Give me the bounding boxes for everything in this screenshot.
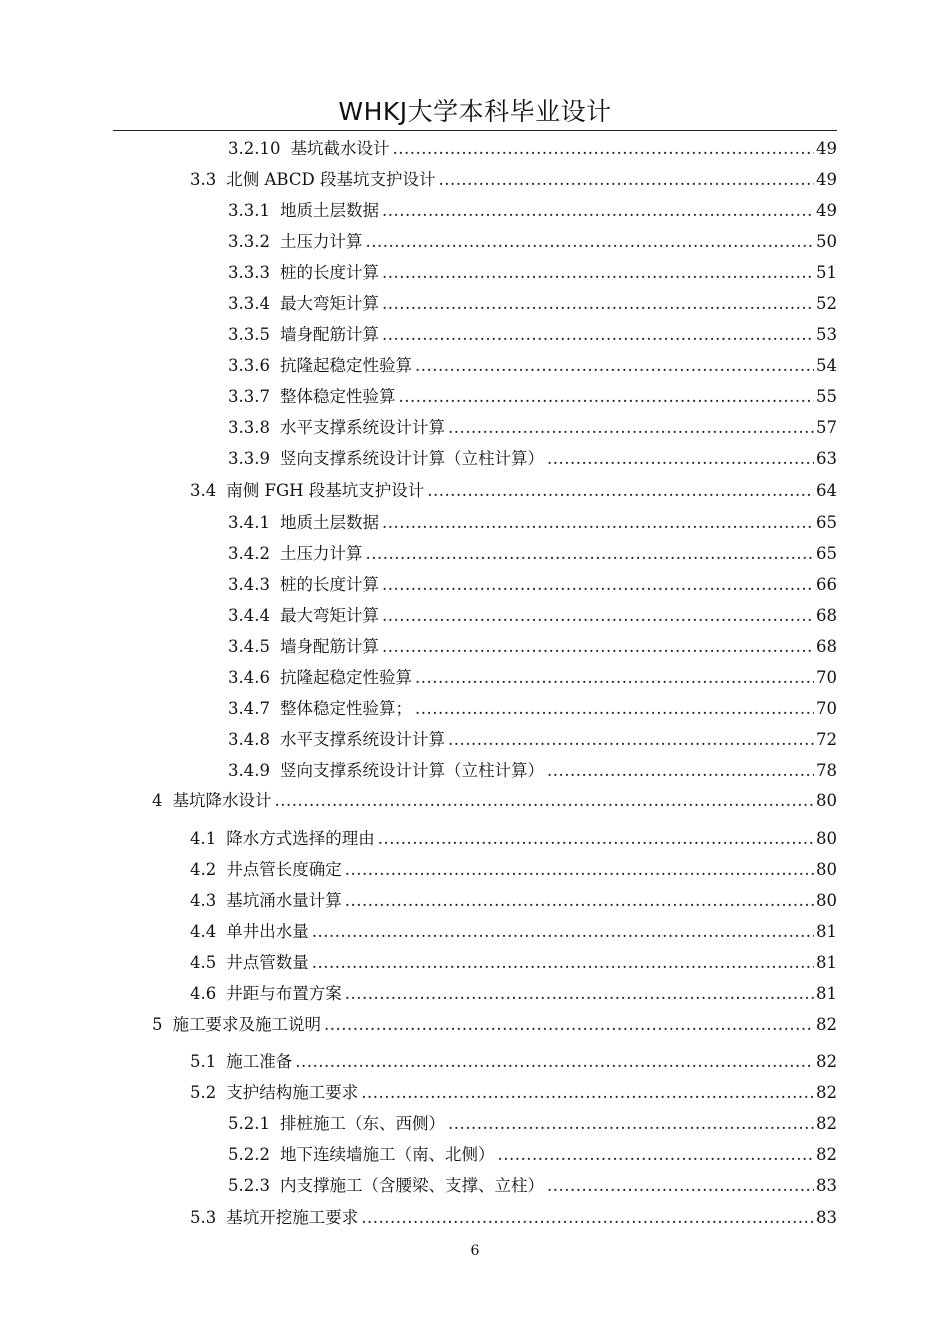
toc-entry-page: 83 xyxy=(816,1208,837,1227)
toc-entry-title: 土压力计算 xyxy=(279,544,363,563)
toc-entry-page: 82 xyxy=(816,1052,837,1071)
toc-entry-page: 81 xyxy=(816,984,837,1003)
toc-entry-number: 3.2.10 xyxy=(228,139,281,158)
toc-entry-title: 井点管数量 xyxy=(226,953,309,972)
toc-entry-number: 5.2.3 xyxy=(228,1176,270,1195)
toc-entry-number: 3.4.6 xyxy=(228,668,270,687)
toc-entry-page: 70 xyxy=(816,668,837,687)
toc-entry-number: 3.3.7 xyxy=(228,387,270,406)
toc-entry[interactable] xyxy=(228,354,837,378)
toc-entry-title: 桩的长度计算 xyxy=(279,263,379,282)
toc-entry-title: 竖向支撑系统设计计算（立柱计算） xyxy=(279,449,544,468)
toc-entry-title: 支护结构施工要求 xyxy=(226,1083,359,1102)
toc-dot-leader xyxy=(415,354,814,378)
toc-entry-title: 墙身配筋计算 xyxy=(279,637,379,656)
toc-entry[interactable] xyxy=(228,759,837,783)
toc-entry-page: 82 xyxy=(816,1145,837,1164)
toc-entry-number: 3.4.5 xyxy=(228,637,270,656)
toc-dot-leader xyxy=(345,858,814,882)
toc-entry-page: 72 xyxy=(816,730,837,749)
toc-entry-number: 3.4.7 xyxy=(228,699,270,718)
toc-entry-title: 整体稳定性验算； xyxy=(279,699,412,718)
toc-dot-leader xyxy=(398,385,814,409)
toc-entry-number: 3.4.3 xyxy=(228,575,270,594)
toc-dot-leader xyxy=(382,199,814,223)
toc-entry-number: 3.4 xyxy=(190,481,217,500)
toc-entry-title: 抗隆起稳定性验算 xyxy=(279,356,412,375)
toc-entry-page: 66 xyxy=(816,575,837,594)
toc-entry-page: 64 xyxy=(816,481,837,500)
toc-entry-page: 82 xyxy=(816,1114,837,1133)
toc-entry-number: 4.1 xyxy=(190,829,217,848)
toc-dot-leader xyxy=(497,1143,814,1167)
toc-entry-page: 54 xyxy=(816,356,837,375)
toc-entry-number: 3.3.1 xyxy=(228,201,270,220)
toc-entry-number: 5.2.1 xyxy=(228,1114,270,1133)
toc-entry-title: 降水方式选择的理由 xyxy=(226,829,375,848)
toc-entry-number: 4.6 xyxy=(190,984,217,1003)
toc-entry[interactable] xyxy=(228,447,837,471)
toc-dot-leader xyxy=(361,1081,814,1105)
toc-dot-leader xyxy=(275,789,815,813)
toc-entry-title: 抗隆起稳定性验算 xyxy=(279,668,412,687)
toc-dot-leader xyxy=(378,827,814,851)
toc-entry-number: 3.3.2 xyxy=(228,232,270,251)
toc-entry-title: 内支撑施工（含腰梁、支撑、立柱） xyxy=(279,1176,544,1195)
toc-entry[interactable] xyxy=(228,573,837,597)
toc-entry[interactable] xyxy=(228,385,837,409)
toc-entry-page: 80 xyxy=(816,860,837,879)
toc-entry[interactable] xyxy=(228,137,837,161)
toc-dot-leader xyxy=(382,323,814,347)
toc-dot-leader xyxy=(438,168,814,192)
toc-entry[interactable] xyxy=(228,542,837,566)
toc-entry-number: 4.2 xyxy=(190,860,217,879)
toc-entry[interactable] xyxy=(152,1013,837,1037)
toc-entry-number: 3.3.4 xyxy=(228,294,270,313)
toc-entry-number: 5.2 xyxy=(190,1083,217,1102)
toc-entry[interactable] xyxy=(152,789,837,813)
toc-entry[interactable] xyxy=(190,1206,837,1230)
toc-entry-page: 50 xyxy=(816,232,837,251)
toc-entry[interactable] xyxy=(228,323,837,347)
toc-dot-leader xyxy=(382,292,814,316)
toc-entry-page: 63 xyxy=(816,449,837,468)
toc-entry[interactable] xyxy=(190,920,837,944)
toc-entry[interactable] xyxy=(190,479,837,503)
toc-dot-leader xyxy=(448,728,814,752)
toc-dot-leader xyxy=(312,951,814,975)
toc-entry-number: 3.3.6 xyxy=(228,356,270,375)
toc-dot-leader xyxy=(365,542,814,566)
toc-entry-title: 最大弯矩计算 xyxy=(279,294,379,313)
toc-entry-title: 南侧 FGH 段基坑支护设计 xyxy=(226,481,425,500)
toc-entry[interactable] xyxy=(228,1112,837,1136)
toc-dot-leader xyxy=(415,666,814,690)
toc-entry-number: 3.4.9 xyxy=(228,761,270,780)
toc-entry-title: 竖向支撑系统设计计算（立柱计算） xyxy=(279,761,544,780)
toc-entry-page: 82 xyxy=(816,1083,837,1102)
toc-entry[interactable] xyxy=(228,1143,837,1167)
toc-entry-page: 80 xyxy=(816,891,837,910)
toc-entry[interactable] xyxy=(190,889,837,913)
toc-entry-number: 4.4 xyxy=(190,922,217,941)
toc-dot-leader xyxy=(448,416,814,440)
toc-entry-number: 4.3 xyxy=(190,891,217,910)
toc-entry-number: 3.4.4 xyxy=(228,606,270,625)
toc-dot-leader xyxy=(382,604,814,628)
toc-entry[interactable] xyxy=(228,261,837,285)
toc-dot-leader xyxy=(382,261,814,285)
toc-entry-page: 78 xyxy=(816,761,837,780)
toc-entry-page: 49 xyxy=(816,201,837,220)
toc-entry[interactable] xyxy=(190,168,837,192)
toc-entry[interactable] xyxy=(228,199,837,223)
toc-entry-number: 5.3 xyxy=(190,1208,217,1227)
toc-entry-number: 3.3 xyxy=(190,170,217,189)
toc-entry-page: 49 xyxy=(816,139,837,158)
toc-entry[interactable] xyxy=(228,511,837,535)
toc-dot-leader xyxy=(361,1206,814,1230)
toc-entry-page: 57 xyxy=(816,418,837,437)
toc-dot-leader xyxy=(345,889,814,913)
toc-dot-leader xyxy=(547,1174,814,1198)
toc-entry-title: 地质土层数据 xyxy=(279,201,379,220)
toc-entry[interactable] xyxy=(228,1174,837,1198)
toc-entry-number: 3.4.8 xyxy=(228,730,270,749)
toc-entry-number: 3.3.5 xyxy=(228,325,270,344)
toc-entry[interactable] xyxy=(228,416,837,440)
toc-entry-title: 排桩施工（东、西侧） xyxy=(279,1114,445,1133)
toc-entry[interactable] xyxy=(228,697,837,721)
toc-entry-title: 整体稳定性验算 xyxy=(279,387,396,406)
toc-dot-leader xyxy=(547,759,814,783)
toc-entry-number: 3.3.8 xyxy=(228,418,270,437)
toc-entry-number: 5.2.2 xyxy=(228,1145,270,1164)
toc-entry-title: 地质土层数据 xyxy=(279,513,379,532)
toc-entry-number: 3.3.9 xyxy=(228,449,270,468)
toc-entry-page: 52 xyxy=(816,294,837,313)
toc-dot-leader xyxy=(312,920,814,944)
toc-entry-page: 80 xyxy=(816,829,837,848)
page-number: 6 xyxy=(470,1243,480,1259)
toc-entry[interactable] xyxy=(228,666,837,690)
toc-entry-title: 井点管长度确定 xyxy=(226,860,342,879)
toc-entry-page: 81 xyxy=(816,953,837,972)
toc-dot-leader xyxy=(382,573,814,597)
toc-entry-title: 基坑开挖施工要求 xyxy=(226,1208,359,1227)
toc-entry-number: 4.5 xyxy=(190,953,217,972)
toc-entry[interactable] xyxy=(190,982,837,1006)
toc-entry[interactable] xyxy=(190,1050,837,1074)
toc-entry-page: 65 xyxy=(816,544,837,563)
toc-entry-number: 5 xyxy=(152,1015,163,1034)
toc-dot-leader xyxy=(324,1013,814,1037)
toc-entry-page: 55 xyxy=(816,387,837,406)
toc-dot-leader xyxy=(415,697,814,721)
toc-entry[interactable] xyxy=(190,827,837,851)
toc-entry-page: 80 xyxy=(816,791,837,810)
toc-entry[interactable] xyxy=(190,1081,837,1105)
toc-entry[interactable] xyxy=(228,635,837,659)
toc-entry-title: 墙身配筋计算 xyxy=(279,325,379,344)
toc-entry-title: 北侧 ABCD 段基坑支护设计 xyxy=(226,170,436,189)
toc-dot-leader xyxy=(427,479,814,503)
toc-entry-number: 3.4.2 xyxy=(228,544,270,563)
toc-entry-page: 82 xyxy=(816,1015,837,1034)
toc-entry-page: 70 xyxy=(816,699,837,718)
toc-entry-title: 地下连续墙施工（南、北侧） xyxy=(279,1145,495,1164)
toc-entry-number: 4 xyxy=(152,791,163,810)
toc-entry-title: 施工要求及施工说明 xyxy=(172,1015,321,1034)
toc-dot-leader xyxy=(382,635,814,659)
toc-entry-page: 83 xyxy=(816,1176,837,1195)
toc-entry-title: 基坑降水设计 xyxy=(172,791,272,810)
toc-entry-title: 桩的长度计算 xyxy=(279,575,379,594)
toc-dot-leader xyxy=(448,1112,814,1136)
toc-entry-title: 基坑截水设计 xyxy=(290,139,390,158)
toc-entry[interactable] xyxy=(190,951,837,975)
toc-entry-number: 3.3.3 xyxy=(228,263,270,282)
toc-entry[interactable] xyxy=(228,230,837,254)
toc-entry-page: 53 xyxy=(816,325,837,344)
toc-entry-title: 最大弯矩计算 xyxy=(279,606,379,625)
toc-entry-number: 5.1 xyxy=(190,1052,217,1071)
toc-entry-page: 68 xyxy=(816,637,837,656)
toc-entry-title: 单井出水量 xyxy=(226,922,309,941)
toc-entry[interactable] xyxy=(228,292,837,316)
toc-entry-page: 49 xyxy=(816,170,837,189)
toc-entry[interactable] xyxy=(228,728,837,752)
toc-dot-leader xyxy=(295,1050,814,1074)
toc-entry-title: 施工准备 xyxy=(226,1052,293,1071)
toc-dot-leader xyxy=(547,447,814,471)
toc-dot-leader xyxy=(365,230,814,254)
toc-entry-page: 65 xyxy=(816,513,837,532)
toc-dot-leader xyxy=(382,511,814,535)
toc-entry-number: 3.4.1 xyxy=(228,513,270,532)
toc-entry-page: 51 xyxy=(816,263,837,282)
toc-entry-title: 井距与布置方案 xyxy=(226,984,342,1003)
toc-entry-title: 土压力计算 xyxy=(279,232,363,251)
toc-entry-title: 水平支撑系统设计计算 xyxy=(279,730,445,749)
toc-dot-leader xyxy=(345,982,814,1006)
toc-entry-page: 68 xyxy=(816,606,837,625)
toc-entry[interactable] xyxy=(190,858,837,882)
toc-dot-leader xyxy=(392,137,814,161)
toc-entry-title: 水平支撑系统设计计算 xyxy=(279,418,445,437)
toc-entry[interactable] xyxy=(228,604,837,628)
toc-entry-page: 81 xyxy=(816,922,837,941)
page-header-title: WHKJ大学本科毕业设计 xyxy=(338,97,612,126)
toc-entry-title: 基坑涌水量计算 xyxy=(226,891,342,910)
